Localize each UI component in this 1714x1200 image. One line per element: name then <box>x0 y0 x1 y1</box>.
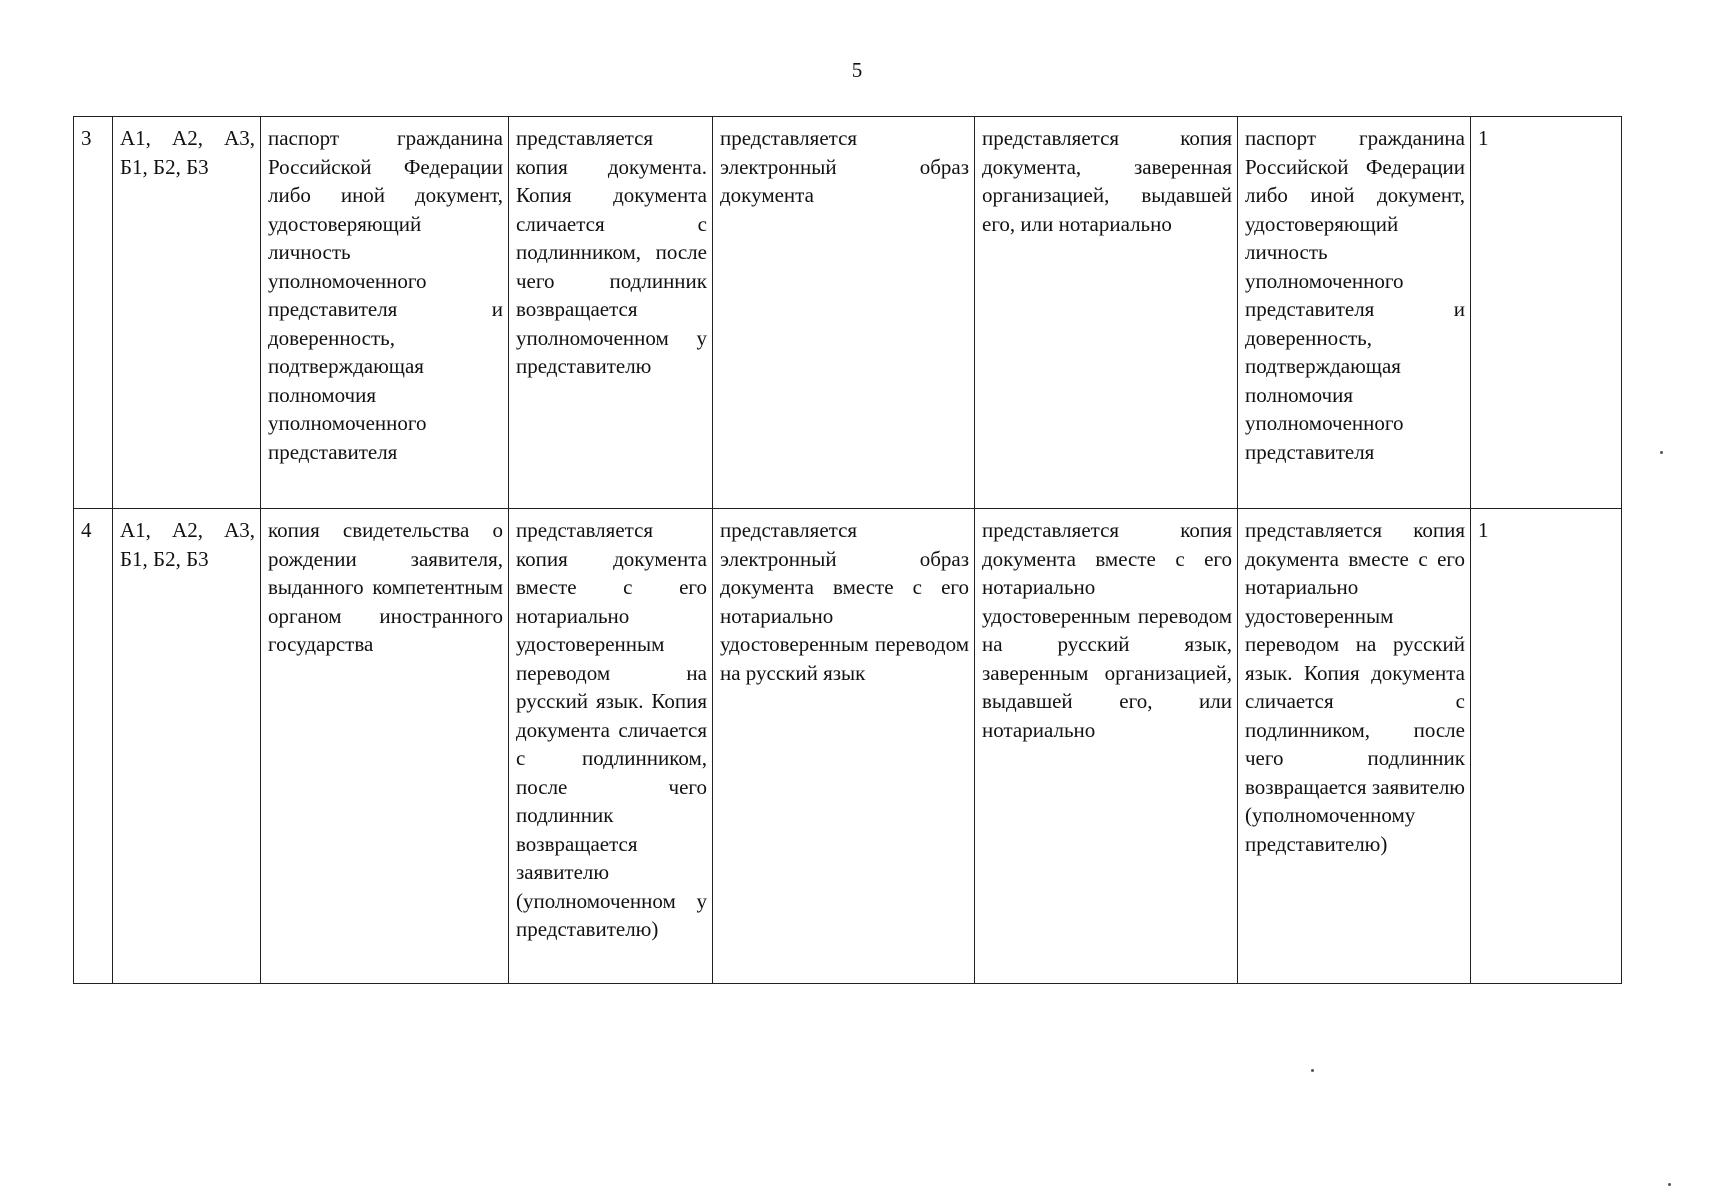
applicant-categories: А1, А2, А3, Б1, Б2, Б3 <box>113 509 261 984</box>
scan-speck <box>1668 1183 1671 1186</box>
scan-speck <box>1311 1069 1314 1072</box>
document-name: копия свидетельства о рождении заявителя, выданного компетентным органом иностранного государства <box>261 509 509 984</box>
applicant-categories: А1, А2, А3, Б1, Б2, Б3 <box>113 117 261 509</box>
document-count: 1 <box>1471 509 1622 984</box>
electronic-submission-form: представляется электронный образ документа вместе с его нотариально удостоверенным переводом на русский язык <box>713 509 975 984</box>
document-name: паспорт гражданина Российской Федерации либо иной документ, удостоверяющий личность уполномоченного представителя и доверенность, подтверждающая полномочия уполномоченного представителя <box>261 117 509 509</box>
electronic-submission-form: представляется электронный образ документа <box>713 117 975 509</box>
paper-submission-form: представляется копия документа. Копия документа сличается с подлинником, после чего подлинник возвращается уполномоченном у представителю <box>509 117 713 509</box>
document-count: 1 <box>1471 117 1622 509</box>
table-row <box>74 117 1622 509</box>
row-number: 4 <box>74 509 113 984</box>
mfc-submission-form: паспорт гражданина Российской Федерации либо иной документ, удостоверяющий личность уполномоченного представителя и доверенность, подтверждающая полномочия уполномоченного представителя <box>1238 117 1471 509</box>
paper-submission-form: представляется копия документа вместе с его нотариально удостоверенным переводом на русский язык. Копия документа сличается с подлинником, после чего подлинник возвращается заявителю (уполномоченном у представителю) <box>509 509 713 984</box>
documents-table <box>73 116 1622 984</box>
scan-speck <box>1660 451 1663 454</box>
mail-submission-form: представляется копия документа, заверенная организацией, выдавшей его, или нотариально <box>975 117 1238 509</box>
table-row <box>74 509 1622 984</box>
row-number: 3 <box>74 117 113 509</box>
page-number: 5 <box>851 58 863 82</box>
mfc-submission-form: представляется копия документа вместе с его нотариально удостоверенным переводом на русский язык. Копия документа сличается с подлинником, после чего подлинник возвращается заявителю (уполномоченному представителю) <box>1238 509 1471 984</box>
mail-submission-form: представляется копия документа вместе с его нотариально удостоверенным переводом на русский язык, заверенным организацией, выдавшей его, или нотариально <box>975 509 1238 984</box>
